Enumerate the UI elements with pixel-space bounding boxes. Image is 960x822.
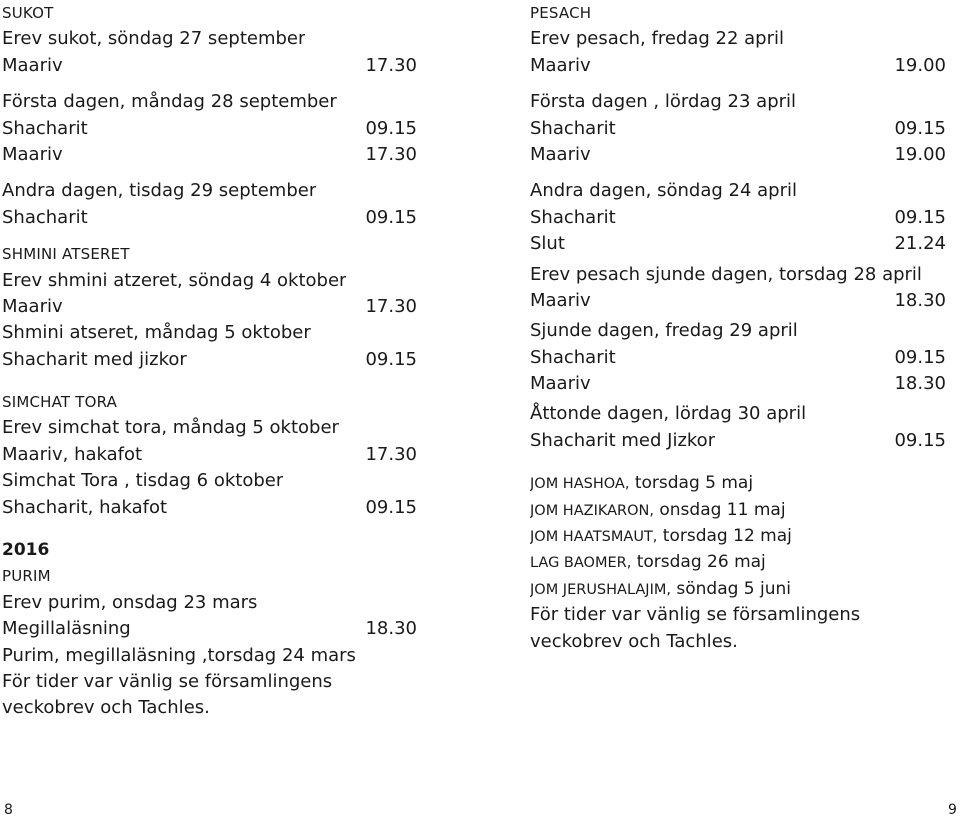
sukot-erev: Erev sukot, söndag 27 september <box>2 28 306 50</box>
purim-erev: Erev purim, onsdag 23 mars <box>2 591 258 613</box>
schedule-row: Maariv 19.00 <box>530 54 946 76</box>
memorial-day-item: JOM HAZIKARON, onsdag 11 maj <box>530 499 786 520</box>
schedule-row: Slut 21.24 <box>530 233 946 255</box>
schedule-row: Maariv 18.30 <box>530 289 946 311</box>
memorial-day-item: JOM HAATSMAUT, torsdag 12 maj <box>530 526 792 547</box>
schedule-row: Shacharit 09.15 <box>2 117 417 139</box>
schedule-row: Maariv, hakafot 17.30 <box>2 443 417 465</box>
pesach-day8: Åttonde dagen, lördag 30 april <box>530 403 807 425</box>
simchat-heading: SIMCHAT TORA <box>2 393 118 412</box>
sukot-day1: Första dagen, måndag 28 september <box>2 91 337 113</box>
schedule-row: Maariv 19.00 <box>530 143 946 165</box>
memorial-day-item: LAG BAOMER, torsdag 26 maj <box>530 552 766 573</box>
shmini-heading: SHMINI ATSERET <box>2 245 130 264</box>
pesach-erev: Erev pesach, fredag 22 april <box>530 28 784 50</box>
memorial-day-item: JOM JERUSHALAJIM, söndag 5 juni <box>530 578 792 599</box>
purim-note: För tider var vänlig se församlingens veckobrev och Tachles. <box>2 670 333 719</box>
schedule-row: Maariv 17.30 <box>2 54 417 76</box>
pesach-note: För tider var vänlig se församlingens veckobrev och Tachles. <box>530 604 861 652</box>
pesach-heading: PESACH <box>530 4 592 22</box>
shmini-erev: Erev shmini atzeret, söndag 4 oktober <box>2 269 347 291</box>
schedule-row: Shacharit 09.15 <box>2 206 417 228</box>
right-column <box>530 0 946 655</box>
schedule-row: Shacharit med Jizkor 09.15 <box>530 429 946 451</box>
schedule-row: Maariv 17.30 <box>2 143 417 165</box>
page-number-left: 8 <box>4 802 13 818</box>
pesach-erev7: Erev pesach sjunde dagen, torsdag 28 april <box>530 263 922 285</box>
shmini-day: Shmini atseret, måndag 5 oktober <box>2 322 311 344</box>
pesach-day2: Andra dagen, söndag 24 april <box>530 180 797 202</box>
schedule-row: Shacharit med jizkor 09.15 <box>2 348 417 370</box>
page-number-right: 9 <box>948 802 957 818</box>
memorial-day-item: JOM HASHOA, torsdag 5 maj <box>530 473 754 494</box>
schedule-row: Shacharit 09.15 <box>530 206 946 228</box>
schedule-row: Maariv 18.30 <box>530 373 946 395</box>
schedule-row: Shacharit, hakafot 09.15 <box>2 496 417 518</box>
schedule-row: Megillaläsning 18.30 <box>2 618 417 640</box>
purim-heading: PURIM <box>2 567 51 586</box>
schedule-row: Shacharit 09.15 <box>530 117 946 139</box>
pesach-day1: Första dagen , lördag 23 april <box>530 91 797 113</box>
schedule-row: Maariv 17.30 <box>2 295 417 317</box>
purim-day: Purim, megillaläsning ,torsdag 24 mars <box>2 644 356 666</box>
year-heading: 2016 <box>2 540 50 561</box>
sukot-day2: Andra dagen, tisdag 29 september <box>2 180 317 202</box>
simchat-day: Simchat Tora , tisdag 6 oktober <box>2 470 284 492</box>
pesach-day7: Sjunde dagen, fredag 29 april <box>530 320 798 342</box>
simchat-erev: Erev simchat tora, måndag 5 oktober <box>2 417 339 439</box>
schedule-row: Shacharit 09.15 <box>530 346 946 368</box>
left-column <box>2 0 417 722</box>
sukot-heading: SUKOT <box>2 4 54 22</box>
